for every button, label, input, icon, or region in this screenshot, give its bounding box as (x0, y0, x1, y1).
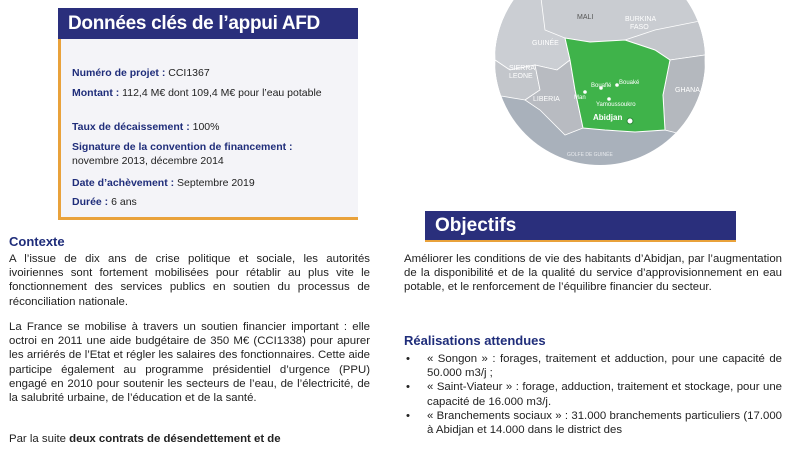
label-burkina: BURKINA (625, 16, 657, 23)
city-yamoussoukro-marker (607, 97, 611, 101)
key-data-title: Données clés de l’appui AFD (58, 8, 358, 39)
objectifs-underline (425, 240, 736, 242)
map-ghana (663, 55, 705, 140)
realisations-list (404, 352, 782, 437)
contexte-paragraph-3: Par la suite deux contrats de désendettement et de (9, 433, 281, 445)
contexte-paragraph-1: A l’issue de dix ans de crise politique et sociale, les autorités ivoiriennes sont fortement mobilisées pour rétablir au plus vite le fonctionnement des services publics en soutien du processus de réconciliation nationale. (9, 253, 370, 308)
label-sierra: SIERRA (509, 65, 536, 72)
contexte-paragraph-2: La France se mobilise à travers un soutien financier important : elle octroi en 2011 une aide budgétaire de 350 M€ (CCI1338) pour apurer les arriérés de l’Etat et régler les salaires des fonctionnaires. Cette aide participe également au programme présidentiel d’urgence (PPU) engagé en 2010 pour soutenir les secteurs de l’eau, de l’électricité, de la salubrité urbaine, de l’éducation et de la santé. (9, 321, 370, 405)
key-field-project-number: Numéro de projet : CCI1367 (72, 67, 210, 79)
list-item: • « Branchements sociaux » : 31.000 branchements particuliers (17.000 à Abidjan et 14.000 dans le district des (406, 409, 782, 437)
label-ghana: GHANA (675, 87, 700, 94)
label-faso: FASO (630, 24, 649, 31)
label-yamoussoukro: Yamoussoukro (596, 102, 636, 108)
key-field-signature: Signature de la convention de financement : novembre 2013, décembre 2014 (72, 141, 293, 167)
realisations-title: Réalisations attendues (404, 333, 546, 348)
contexte-title: Contexte (9, 234, 65, 249)
list-item: • « Songon » : forages, traitement et adduction, pour une capacité de 50.000 m3/j ; (406, 353, 782, 380)
key-field-amount: Montant : 112,4 M€ dont 109,4 M€ pour l’eau potable (72, 87, 322, 99)
label-liberia: LIBERIA (533, 96, 560, 103)
city-man-marker (583, 90, 587, 94)
cote-divoire-map (495, 0, 705, 170)
label-mali: MALI (577, 14, 594, 21)
objectifs-text: Améliorer les conditions de vie des habitants d’Abidjan, par l’augmentation de la disponibilité et de la qualité du service d’approvisionnement en eau potable, et le renforcement de l’équilibre financier du secteur. (404, 253, 782, 294)
label-bouake: Bouaké (619, 80, 640, 86)
city-abidjan-marker (627, 118, 633, 124)
list-item: • « Saint-Viateur » : forage, adduction, traitement et stockage, pour une capacité de 16.000 m3/j. (406, 381, 782, 408)
label-man: Man (574, 95, 586, 101)
label-guinee: GUINÉE (532, 40, 559, 47)
objectifs-title: Objectifs (425, 211, 736, 240)
label-golfe: GOLFE DE GUINÉE (567, 152, 613, 158)
label-abidjan: Abidjan (593, 113, 623, 122)
label-leone: LEONE (509, 73, 533, 80)
label-bouafle: Bouaflé (591, 83, 612, 89)
key-field-disbursement-rate: Taux de décaissement : 100% (72, 121, 220, 133)
key-field-completion-date: Date d’achèvement : Septembre 2019 (72, 177, 255, 189)
key-field-duration: Durée : 6 ans (72, 196, 137, 208)
key-data-box-border (58, 217, 358, 220)
